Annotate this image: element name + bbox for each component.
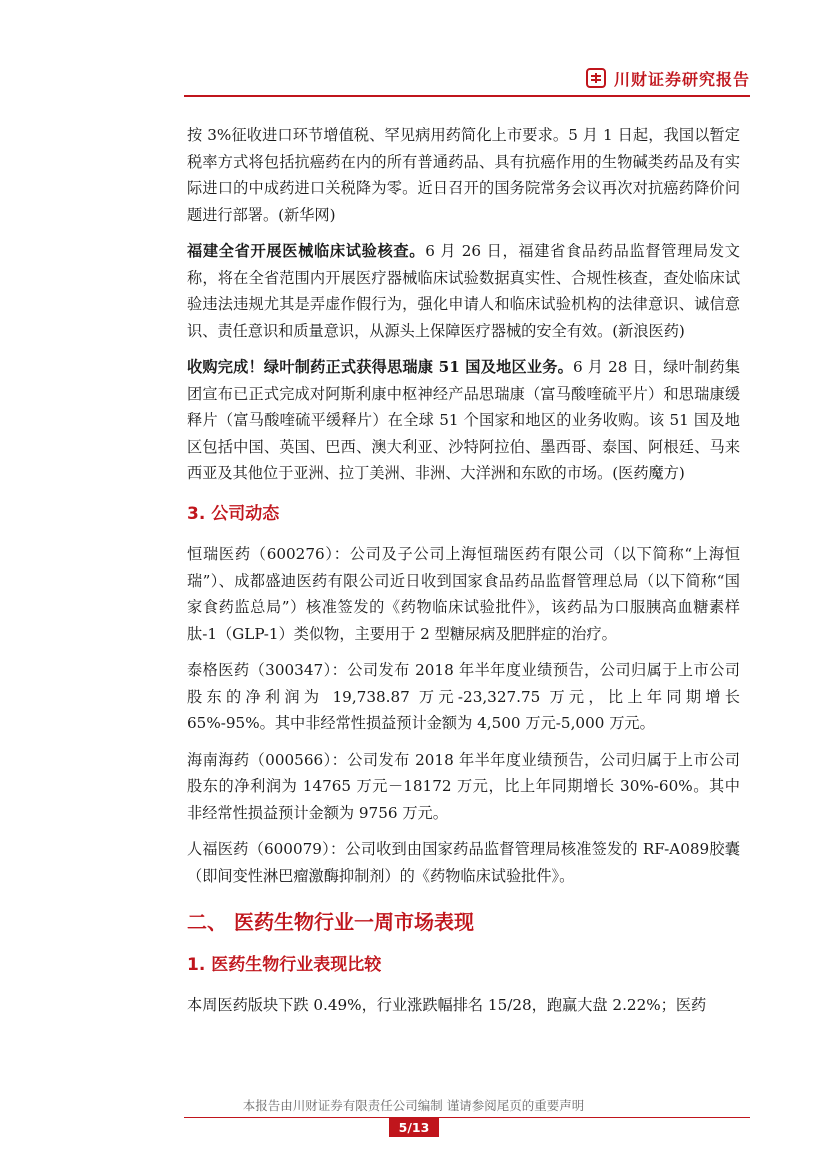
paragraph: 海南海药（000566）：公司发布 2018 年半年度业绩预告，公司归属于上市公司股东的净利润为 14765 万元－18172 万元，比上年同期增长 30%-60%。其中非经常性损益预计金额为 9756 万元。 <box>187 750 740 822</box>
paragraph: 按 3%征收进口环节增值税、罕见病用药简化上市要求。5 月 1 日起，我国以暂定税率方式将包括抗癌药在内的所有普通药品、具有抗癌作用的生物碱类药品及有实际进口的中成药进口关税降为零。近日召开的国务院常务会议再次对抗癌药降价问题进行部署。(新华网) <box>187 126 740 224</box>
header-divider <box>184 95 750 97</box>
page-header <box>184 63 750 93</box>
news-body: 6 月 28 日，绿叶制药集团宣布已正式完成对阿斯利康中枢神经产品思瑞康（富马酸喹硫平片）和思瑞康缓释片（富马酸喹硫平缓释片）在全球 51 个国家和地区的业务收购。该 51 国及地区包括中国、英国、巴西、澳大利亚、沙特阿拉伯、墨西哥、泰国、阿根廷、马来西亚及其他位于亚洲、拉丁美洲、非洲、大洋洲和东欧的市场。(医药魔方) <box>187 358 740 482</box>
paragraph: 人福医药（600079）：公司收到由国家药品监督管理局核准签发的 RF-A089胶囊（即间变性淋巴瘤激酶抑制剂）的《药物临床试验批件》。 <box>187 840 740 885</box>
footer-divider <box>184 1117 750 1118</box>
news-body: 6 月 26 日，福建省食品药品监督管理局发文称，将在全省范围内开展医疗器械临床试验数据真实性、合规性核查，查处临床试验违法违规尤其是弄虚作假行为，强化申请人和临床试验机构的法律意识、诚信意识、责任意识和质量意识，从源头上保障医疗器械的安全有效。(新浪医药) <box>187 242 740 340</box>
news-headline: 收购完成！绿叶制药正式获得思瑞康 51 国及地区业务。 <box>187 358 574 376</box>
paragraph: 恒瑞医药（600276）：公司及子公司上海恒瑞医药有限公司（以下简称“上海恒瑞”）、成都盛迪医药有限公司近日收到国家食品药品监督管理总局（以下简称“国家食药监总局”）核准签发的《药物临床试验批件》，该药品为口服胰高血糖素样肽-1（GLP-1）类似物，主要用于 2 型糖尿病及肥胖症的治疗。 <box>187 545 740 643</box>
section-heading: 1. 医药生物行业表现比较 <box>187 954 382 975</box>
paragraph: 泰格医药（300347）：公司发布 2018 年半年度业绩预告，公司归属于上市公司股东的净利润为 19,738.87 万元-23,327.75 万元，比上年同期增长 65%-95%。其中非经常性损益预计金额为 4,500 万元-5,000 万元。 <box>187 661 740 732</box>
paragraph: 本周医药版块下跌 0.49%，行业涨跌幅排名 15/28，跑赢大盘 2.22%；医药 <box>187 996 707 1014</box>
main-content <box>187 122 740 1029</box>
logo-icon <box>586 68 606 88</box>
report-brand-title: 川财证券研究报告 <box>613 69 750 89</box>
news-headline: 福建全省开展医械临床试验核查。 <box>187 242 426 260</box>
chapter-heading: 二、 医药生物行业一周市场表现 <box>187 910 474 934</box>
paragraph <box>187 238 740 344</box>
section-heading: 3. 公司动态 <box>187 503 280 524</box>
page-number: 5/13 <box>389 1118 439 1137</box>
footer-disclaimer: 本报告由川财证券有限责任公司编制 谨请参阅尾页的重要声明 <box>242 1098 585 1113</box>
paragraph <box>187 354 740 487</box>
